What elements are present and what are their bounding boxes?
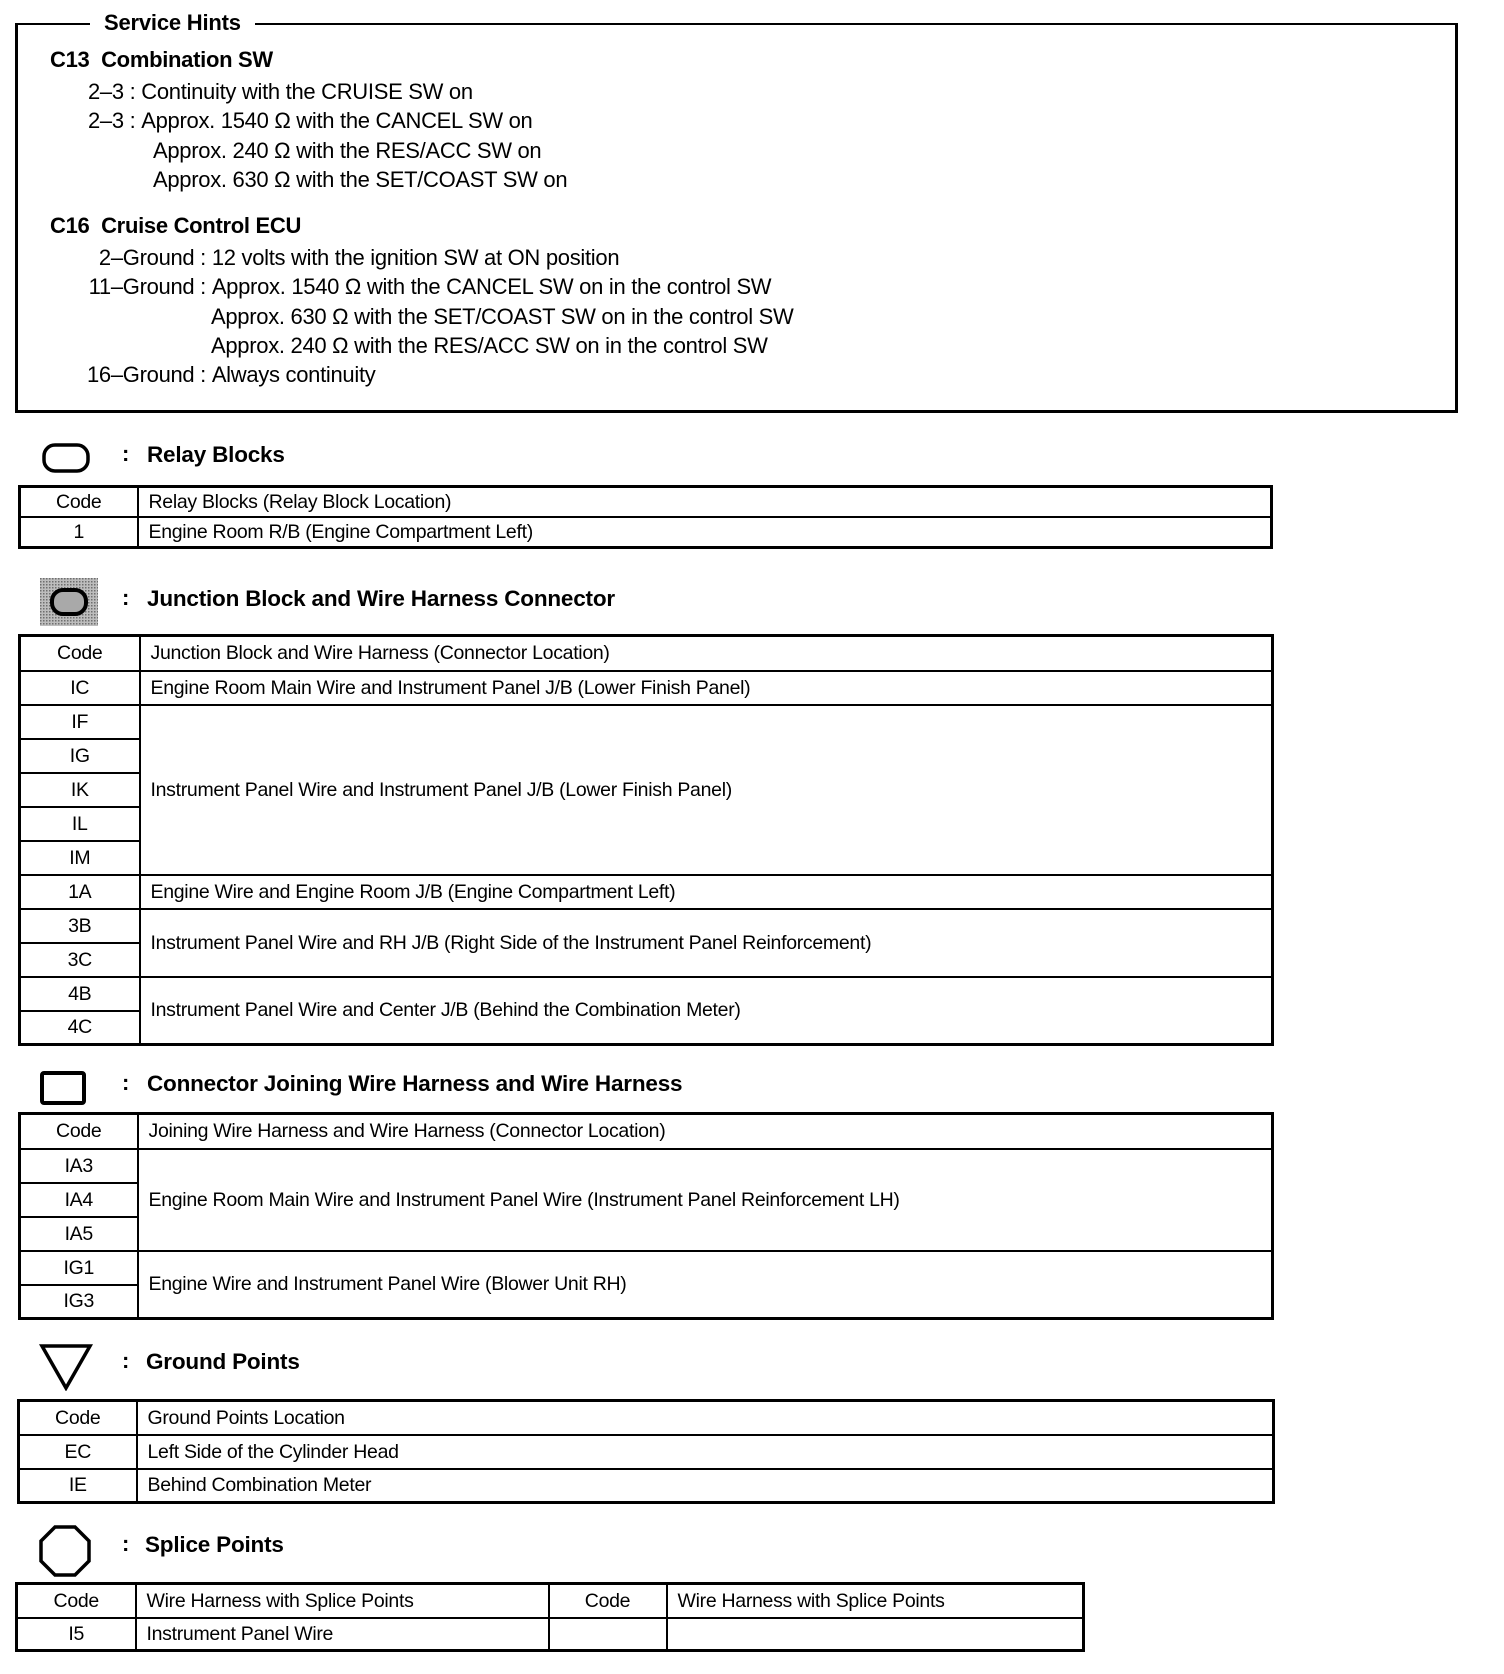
table-row: IE Behind Combination Meter: [19, 1469, 1274, 1503]
hint-line: Approx. 240 Ω with the RES/ACC SW on: [153, 138, 542, 163]
section-title: Relay Blocks: [147, 442, 285, 467]
splice-points-table: [15, 1582, 1085, 1652]
table-row: IL: [20, 807, 1273, 841]
component-c13-heading: [50, 47, 273, 73]
section-title: Ground Points: [146, 1349, 300, 1374]
table-row: 4C: [20, 1011, 1273, 1045]
section-title: Splice Points: [145, 1532, 284, 1557]
hint-line: 2–Ground : 12 volts with the ignition SW at ON position: [98, 245, 620, 270]
ground-points-table: [17, 1399, 1275, 1504]
table-row: I5 Instrument Panel Wire: [17, 1618, 1084, 1651]
component-name: Cruise Control ECU: [101, 213, 302, 238]
table-row: 1 Engine Room R/B (Engine Compartment Left): [20, 517, 1272, 548]
table-row: 1A Engine Wire and Engine Room J/B (Engine Compartment Left): [20, 875, 1273, 909]
hint-line: Approx. 630 Ω with the SET/COAST SW on in the control SW: [211, 304, 794, 329]
hint-line: 11–Ground : Approx. 1540 Ω with the CANCEL SW on in the control SW: [88, 274, 772, 299]
table-row: 4B Instrument Panel Wire and Center J/B (Behind the Combination Meter): [20, 977, 1273, 1011]
table-row: 3C: [20, 943, 1273, 977]
hint-line: 2–3 : Continuity with the CRUISE SW on: [88, 79, 473, 104]
junction-block-table: [18, 634, 1274, 1046]
hint-line: Approx. 630 Ω with the SET/COAST SW on: [153, 167, 568, 192]
section-title: Junction Block and Wire Harness Connector: [147, 586, 615, 611]
table-row: IA4: [20, 1183, 1273, 1217]
table-row: IK: [20, 773, 1273, 807]
table-row: IM: [20, 841, 1273, 875]
hint-line: 2–3 : Approx. 1540 Ω with the CANCEL SW on: [88, 108, 533, 133]
table-row: IC Engine Room Main Wire and Instrument Panel J/B (Lower Finish Panel): [20, 671, 1273, 705]
component-name: Combination SW: [101, 47, 273, 72]
table-header-row: Code Ground Points Location: [19, 1401, 1274, 1435]
table-row: IF Instrument Panel Wire and Instrument Panel J/B (Lower Finish Panel): [20, 705, 1273, 739]
octagon-icon: [38, 1524, 92, 1578]
table-header-row: Code Joining Wire Harness and Wire Harness (Connector Location): [20, 1114, 1273, 1149]
section-title: Connector Joining Wire Harness and Wire Harness: [147, 1071, 683, 1096]
component-code: C13: [50, 47, 90, 72]
table-row: 3B Instrument Panel Wire and RH J/B (Right Side of the Instrument Panel Reinforcement): [20, 909, 1273, 943]
table-row: IG3: [20, 1285, 1273, 1319]
table-row: IA3 Engine Room Main Wire and Instrument Panel Wire (Instrument Panel Reinforcement LH): [20, 1149, 1273, 1183]
table-row: EC Left Side of the Cylinder Head: [19, 1435, 1274, 1469]
table-row: IG1 Engine Wire and Instrument Panel Wire (Blower Unit RH): [20, 1251, 1273, 1285]
table-header-row: Code Relay Blocks (Relay Block Location): [20, 487, 1272, 518]
table-header-row: Code Junction Block and Wire Harness (Connector Location): [20, 636, 1273, 671]
table-header-row: Code Wire Harness with Splice Points Code Wire Harness with Splice Points: [17, 1584, 1084, 1618]
square-icon: [40, 1071, 86, 1105]
component-code: C16: [50, 213, 90, 238]
down-triangle-icon: [38, 1343, 94, 1391]
hint-line: Approx. 240 Ω with the RES/ACC SW on in the control SW: [211, 333, 768, 358]
table-row: IA5: [20, 1217, 1273, 1251]
component-c16-heading: [50, 213, 301, 239]
hint-line: 16–Ground : Always continuity: [86, 362, 376, 387]
rounded-rectangle-icon: [42, 443, 90, 473]
table-row: IG: [20, 739, 1273, 773]
shaded-rounded-rectangle-icon: [40, 578, 98, 626]
relay-blocks-table: [18, 485, 1273, 549]
joining-connector-table: [18, 1112, 1274, 1320]
service-hints-title: Service Hints: [90, 9, 255, 37]
